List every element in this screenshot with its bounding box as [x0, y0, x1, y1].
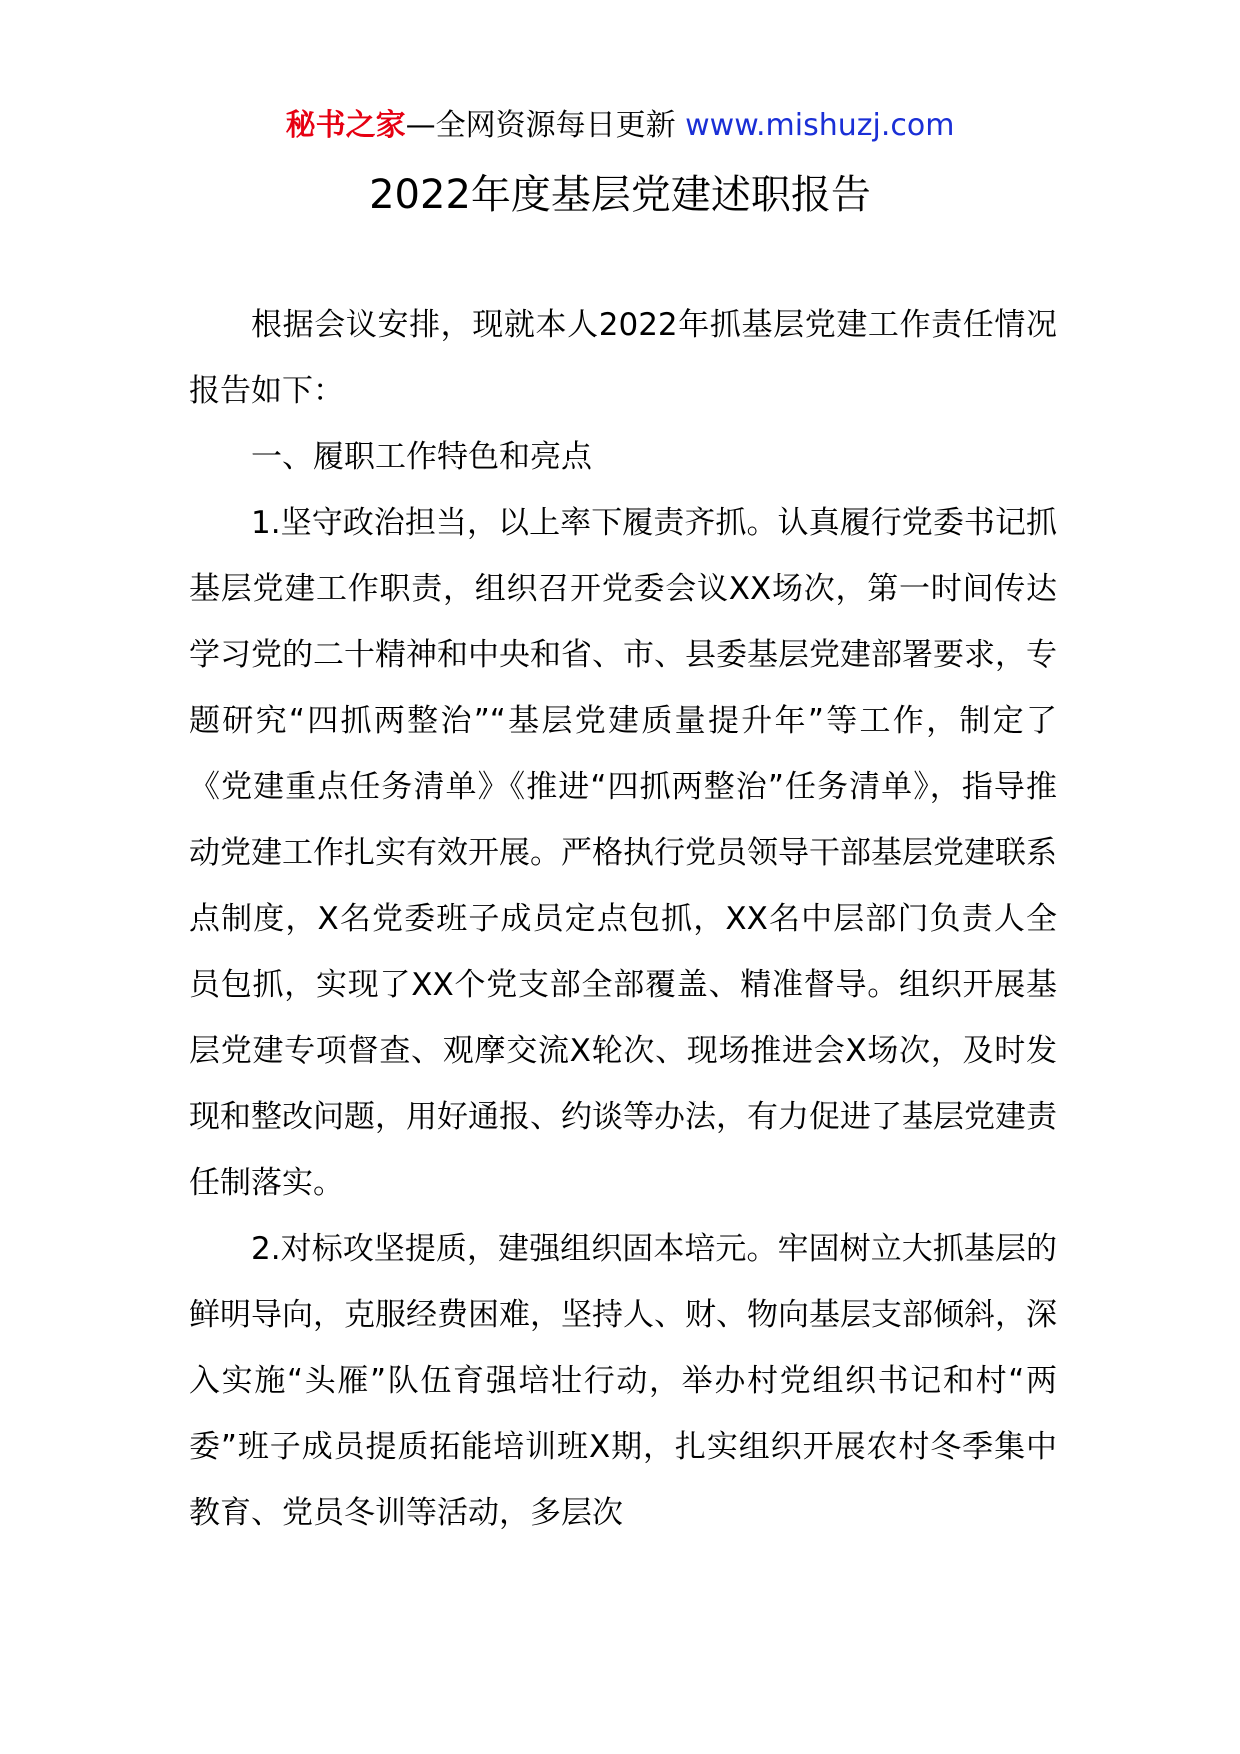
document-title: 2022年度基层党建述职报告 — [369, 172, 871, 218]
site-header — [0, 104, 1240, 148]
paragraph-item-2: 2.对标攻坚提质，建强组织固本培元。牢固树立大抓基层的鲜明导向，克服经费困难，坚持人、财、物向基层支部倾斜，深入实施“头雁”队伍育强培壮行动，举办村党组织书记和村“两委”班子成员提质拓能培训班X期，扎实组织开展农村冬季集中教育、党员冬训等活动，多层次 — [189, 1231, 1057, 1531]
paragraph-item-1: 1.坚守政治担当，以上率下履责齐抓。认真履行党委书记抓基层党建工作职责，组织召开党委会议XX场次，第一时间传达学习党的二十精神和中央和省、市、县委基层党建部署要求，专题研究“四抓两整治”“基层党建质量提升年”等工作，制定了《党建重点任务清单》《推进“四抓两整治”任务清单》，指导推动党建工作扎实有效开展。严格执行党员领导干部基层党建联系点制度，X名党委班子成员定点包抓，XX名中层部门负责人全员包抓，实现了XX个党支部全部覆盖、精准督导。组织开展基层党建专项督查、观摩交流X轮次、现场推进会X场次，及时发现和整改问题，用好通报、约谈等办法，有力促进了基层党建责任制落实。 — [189, 505, 1057, 1201]
document-body — [189, 292, 1057, 1546]
site-slogan: —全网资源每日更新 — [405, 108, 686, 143]
site-url-link[interactable]: www.mishuzj.com — [685, 108, 955, 143]
paragraph-intro: 根据会议安排，现就本人2022年抓基层党建工作责任情况报告如下： — [189, 307, 1057, 409]
section-heading: 一、履职工作特色和亮点 — [251, 439, 592, 475]
site-brand: 秘书之家 — [285, 108, 406, 143]
